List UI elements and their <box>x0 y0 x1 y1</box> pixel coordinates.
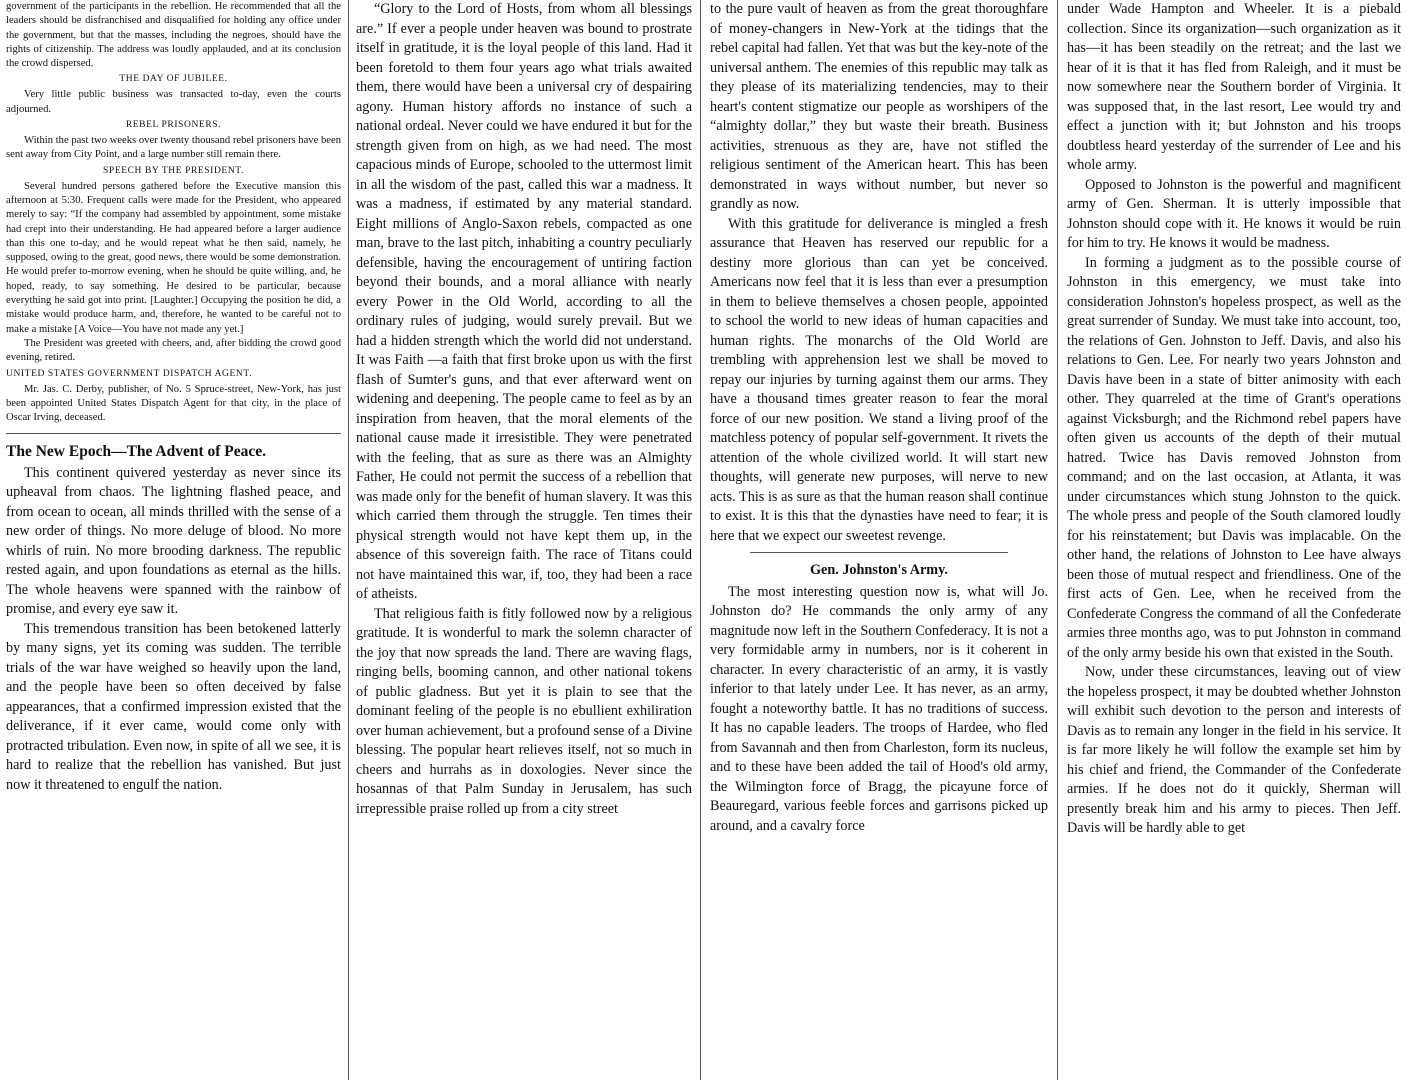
paragraph-epoch-1: This continent quivered yesterday as never since its upheaval from chaos. The lightning flashed peace, and from ocean to ocean, all minds thrilled with the sense of a new order of things. No more deluge of blood. No more whirls of ruin. No more brooding darkness. The republic rested again, and upon foundations as eternal as the hills. The whole heavens were spanned with the rainbow of promise, and every eye saw it. <box>6 464 341 618</box>
column-rule <box>700 0 701 1080</box>
paragraph-dispatch-agent: Mr. Jas. C. Derby, publisher, of No. 5 Spruce-street, New-York, has just been appointed United States Dispatch Agent for that city, in the place of Oscar Irving, deceased. <box>6 383 341 424</box>
column-rule <box>1057 0 1058 1080</box>
paragraph-col4-1: under Wade Hampton and Wheeler. It is a piebald collection. Since its organization—such organization as it has—it has been steadily on the retreat; and the last we hear of it is that it has fled from Raleigh, and it must be now somewhere near the Southern border of Virginia. It was supposed that, in the last resort, Lee would try and effect a junction with it; but Johnston and his troops doubtless heard yesterday of the surrender of Lee and his whole army. <box>1067 1 1401 173</box>
headline-johnstons-army: Gen. Johnston's Army. <box>810 562 948 578</box>
column-3 <box>710 0 1048 1080</box>
subhead-day-of-jubilee: THE DAY OF JUBILEE. <box>119 74 228 85</box>
paragraph-col3-3: The most interesting question now is, what will Jo. Johnston do? He commands the only army of any magnitude now left in the Southern Confederacy. It is not a very formidable army in numbers, nor is it coherent in character. In every characteristic of an army, it is vastly inferior to that lately under Lee. It has never, as an army, fought a noteworthy battle. It has no traditions of success. It has no capable leaders. The troops of Hardee, who fled from Savannah and then from Charleston, form its nucleus, and to these have been added the tail of Hood's old army, the Wilmington force of Bragg, the picayune force of Beauregard, various feeble forces and garrisons picked up around, and a cavalry force <box>710 583 1048 834</box>
paragraph-prisoners: Within the past two weeks over twenty thousand rebel prisoners have been sent away from City Point, and a large number still remain there. <box>6 135 341 161</box>
col1-lead-paragraph: government of the participants in the rebellion. He recommended that all the leaders should be disfranchised and disqualified for holding any office under the government, but that the masses, including the negroes, should have the rights of citizenship. The address was loudly applauded, and at its conclusion the crowd dispersed. <box>6 1 341 70</box>
paragraph-col3-1: to the pure vault of heaven as from the great thoroughfare of money-changers in New-York at the tidings that the rebel capital had fallen. Yet that was but the key-note of the universal anthem. The enemies of this republic may talk as they please of its materializing tendencies, may to their heart's content stigmatize our people as worshipers of the “almighty dollar,” they but waste their breath. Business activities, strenuous as they are, have not stifled the religious sentiment of the American heart. This has been demonstrated in ways without number, but never so grandly as now. <box>710 1 1048 212</box>
subhead-speech-by-president: SPEECH BY THE PRESIDENT. <box>103 165 244 176</box>
column-4 <box>1067 0 1401 1080</box>
paragraph-col3-2: With this gratitude for deliverance is mingled a fresh assurance that Heaven has reserved our republic for a destiny more glorious than can yet be conceived. Americans now feel that it is less than ever a presumption in them to believe themselves a chosen people, appointed to school the world to new ideas of human capacities and human rights. The monarchs of the Old World are trembling with apprehension lest we shall be moved to repay our injuries by turning against them our arms. They have a thousand times greater reason to fear the moral force of our new position. We stand a living proof of the matchless potency of popular self-government. It rivets the attention of the whole civilized world. It will start new thoughts, will generate new purposes, will nerve to new acts. This is as sure as that the human reason shall continue to exist. It is this that the dynasties have need to fear; it is here that we expect our sweetest revenge. <box>710 215 1048 544</box>
column-2 <box>356 0 692 1080</box>
column-1 <box>6 0 341 1080</box>
subhead-rebel-prisoners: REBEL PRISONERS. <box>125 120 222 131</box>
paragraph-col2-1: “Glory to the Lord of Hosts, from whom all blessings are.” If ever a people under heaven was bound to prostrate itself in gratitude, it is the loyal people of this land. Had it been foretold to them four years ago what trials awaited them, there would have been a universal cry of despairing agony. Human history affords no instance of such a national ordeal. Never could we have endured it but for the strength given from on high, as we had need. The most capacious minds of Europe, schooled to the uttermost limit in all the wisdom of the past, called this war a madness. It was a madness, if estimated by any material standard. Eight millions of Anglo-Saxon rebels, compacted as one man, brave to the last pitch, inhabiting a country peculiarly defensible, having the encouragement of untiring faction beyond their bounds, and a moral alliance with nearly every Power in the Old World, according to all the ordinary rules of judging, would surely prevail. But we had a hidden strength which the world did not understand. It was Faith —a faith that first broke upon us with the first flash of Sumter's guns, and that ever afterward went on widening and deepening. The people came to feel as by an inspiration from heaven, that the moral elements of the national cause made it irresistible. They were penetrated with the feeling, that as sure as there was an Almighty Father, He could not permit the success of a rebellion that was made only for the benefit of human slavery. It was this which carried them through the struggle. Ten times their physical strength would not have kept them up, in the absence of this sovereign faith. The race of Titans could not have maintained this war, if, too, they had been a race of atheists. <box>356 1 692 602</box>
subhead-dispatch-agent: UNITED STATES GOVERNMENT DISPATCH AGENT. <box>6 368 253 379</box>
paragraph-col2-2: That religious faith is fitly followed now by a religious gratitude. It is wonderful to mark the solemn character of the joy that now spreads the land. There are waving flags, ringing bells, booming cannon, and other national tokens of public gladness. But yet it is plain to see that the dominant feeling of the people is no ebullient exhiliration over human achievement, but a profound sense of a Divine blessing. The popular heart relieves itself, not so much in cheers and hurrahs as in doxologies. Never since the hosannas of that Palm Sunday in Jerusalem, has such irrepressible praise rolled up from a city street <box>356 605 692 817</box>
section-divider <box>6 433 341 434</box>
paragraph-president-greeted: The President was greeted with cheers, and, after bidding the crowd good evening, retired. <box>6 337 341 364</box>
paragraph-speech: Several hundred persons gathered before the Executive mansion this afternoon at 5:30. Frequent calls were made for the President, who appeared merely to say: “If the company had assembled by appointment, some mistake had crept into their understanding. He had appeared before a larger audience than this one to-day, and he would repeat what he then said, namely, he supposed, owing to the great, good news, there would be some demonstration. He would prefer to-morrow evening, when he should be quite willing, and, he hoped, ready, to say something. He desired to be particular, because everything he said got into print. [Laughter.] Occupying the position he did, a mistake would produce harm, and, therefore, he wanted to be careful not to make a mistake [A Voice—You have not made any yet.] <box>6 180 341 335</box>
section-divider <box>750 552 1008 553</box>
paragraph-epoch-2: This tremendous transition has been betokened latterly by many signs, yet its coming was sudden. The terrible trials of the war have weighed so heavily upon the land, and the people have been so often deceived by false appearances, that a confirmed impression existed that the deliverance, if it ever came, would come only with protracted tribulation. Even now, in spite of all we see, it is hard to realize that the rebellion has vanished. But just now it threatened to engulf the nation. <box>6 620 341 793</box>
column-rule <box>348 0 349 1080</box>
paragraph-col4-4: Now, under these circumstances, leaving out of view the hopeless prospect, it may be doubted whether Johnston will exhibit such devotion to the person and interests of Davis as to remain any longer in the field in his service. It is far more likely he will follow the example set him by his chief and friend, the Commander of the Confederate armies. If he does not do it quickly, Sherman will presently break him and his army to pieces. Then Jeff. Davis will be hardly able to get <box>1067 664 1401 836</box>
headline-new-epoch: The New Epoch—The Advent of Peace. <box>6 443 267 461</box>
paragraph-col4-3: In forming a judgment as to the possible course of Johnston in this emergency, we must take into consideration Johnston's hopeless prospect, as well as the great surrender of Sunday. We must take into account, too, the relations of Gen. Johnston to Jeff. Davis, and also his relations to Gen. Lee. For nearly two years Johnston and Davis have been in a state of bitter animosity with each other. They quarreled at the time of Grant's operations against Vicksburgh; and the Richmond rebel papers have often given us accounts of the depth of their mutual hatred. Twice has Davis removed Johnston from command; and on the last occasion, at Atlanta, it was under circumstances which stung Johnston to the quick. The whole press and people of the South clamored loudly for his reinstatement; but Davis was implacable. On the other hand, the relations of Johnston to Lee have always been those of mutual respect and friendliness. One of the first acts of Gen. Lee, when he received from the Confederate Congress the command of all the Confederate armies three months ago, was to put Johnston in command of the only army beside his own that existed in the South. <box>1067 254 1401 661</box>
paragraph-col4-2: Opposed to Johnston is the powerful and magnificent army of Gen. Sherman. It is utterly impossible that Johnston should cope with it. He knows it would be ruin for him to try. He knows it would be madness. <box>1067 176 1401 251</box>
paragraph-jubilee: Very little public business was transacted to-day, even the courts adjourned. <box>6 89 341 115</box>
